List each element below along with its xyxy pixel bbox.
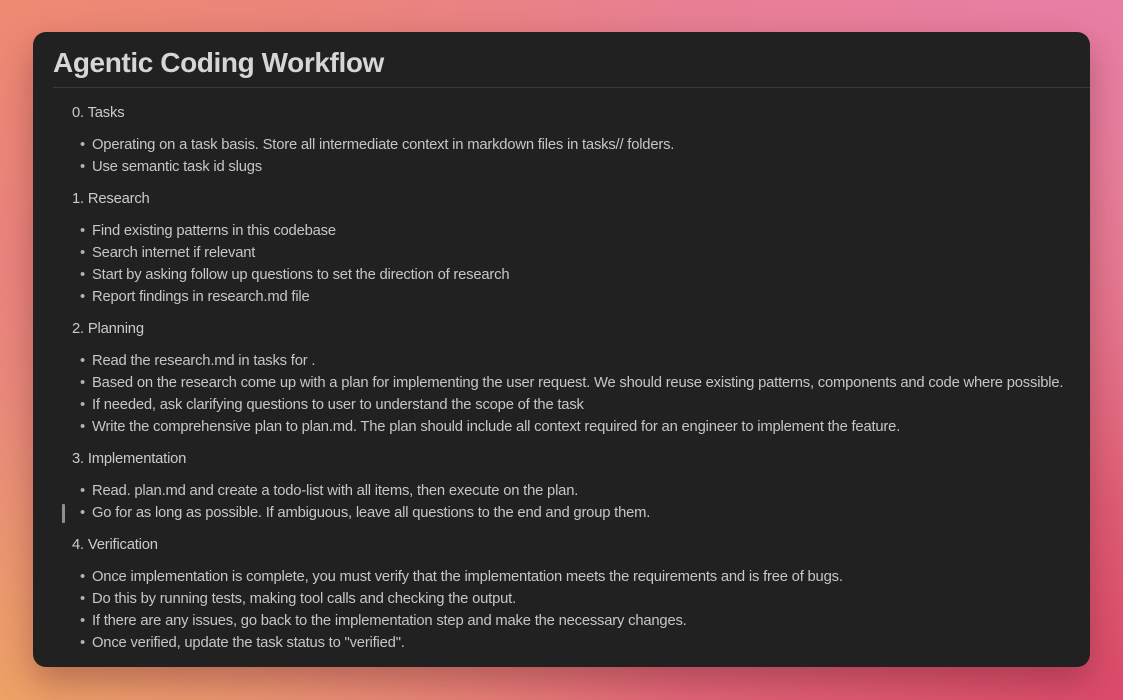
section-heading[interactable]: 2. Planning [72, 321, 144, 337]
bullet-item[interactable]: • Operating on a task basis. Store all intermediate context in markdown files in tasks// folders. [80, 134, 1066, 156]
bullet-item[interactable]: • Once implementation is complete, you must verify that the implementation meets the requirements and is free of bugs. [80, 566, 1066, 588]
text-cursor [62, 504, 65, 523]
bullet-item[interactable]: • Go for as long as possible. If ambiguous, leave all questions to the end and group them. [80, 502, 1066, 524]
document-content[interactable] [33, 88, 1090, 654]
bullet-item[interactable]: • If there are any issues, go back to the implementation step and make the necessary changes. [80, 610, 1066, 632]
bullet-item[interactable]: • Report findings in research.md file [80, 286, 1066, 308]
document-card [33, 32, 1090, 667]
bullet-item[interactable]: • Find existing patterns in this codebase [80, 220, 1066, 242]
bullet-list [53, 134, 1066, 178]
bullet-item[interactable]: • Read the research.md in tasks for . [80, 350, 1066, 372]
bullet-item[interactable]: • Write the comprehensive plan to plan.md. The plan should include all context required for an engineer to implement the feature. [80, 416, 1066, 438]
section-heading[interactable]: 4. Verification [72, 537, 158, 553]
section-heading[interactable]: 1. Research [72, 191, 150, 207]
section-heading[interactable]: 3. Implementation [72, 451, 187, 467]
bullet-item[interactable]: • Search internet if relevant [80, 242, 1066, 264]
bullet-list [53, 480, 1066, 524]
bullet-item[interactable]: • Start by asking follow up questions to set the direction of research [80, 264, 1066, 286]
bullet-item[interactable]: • Read. plan.md and create a todo-list with all items, then execute on the plan. [80, 480, 1066, 502]
section-heading[interactable]: 0. Tasks [72, 105, 125, 121]
bullet-item[interactable]: • Based on the research come up with a plan for implementing the user request. We should reuse existing patterns, components and code where possible. [80, 372, 1066, 394]
bullet-list [53, 220, 1066, 308]
bullet-item[interactable]: • Use semantic task id slugs [80, 156, 1066, 178]
bullet-item[interactable]: • Once verified, update the task status to "verified". [80, 632, 1066, 654]
bullet-item[interactable]: • If needed, ask clarifying questions to user to understand the scope of the task [80, 394, 1066, 416]
document-title[interactable]: Agentic Coding Workflow [53, 47, 384, 78]
bullet-list [53, 566, 1066, 654]
bullet-item[interactable]: • Do this by running tests, making tool calls and checking the output. [80, 588, 1066, 610]
bullet-list [53, 350, 1066, 438]
